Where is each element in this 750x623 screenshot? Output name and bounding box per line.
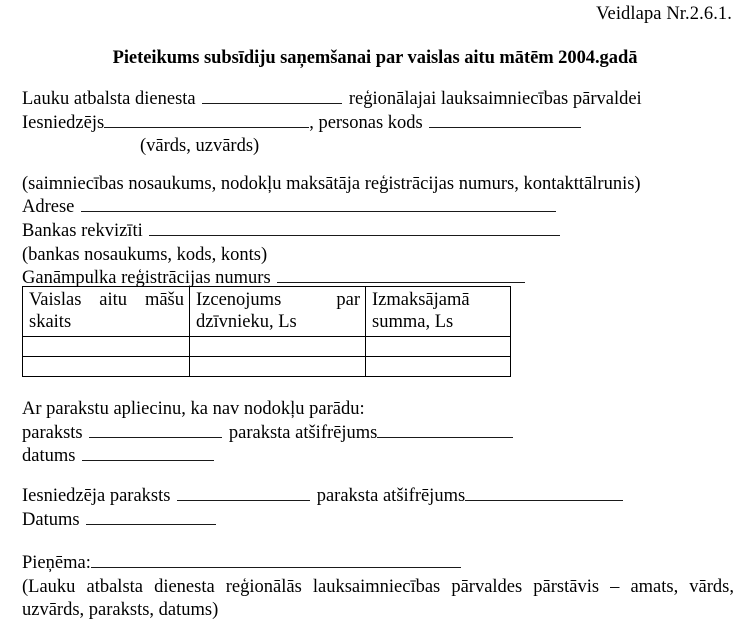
bank-label: Bankas rekvizīti — [22, 221, 143, 242]
page-title: Pieteikums subsīdiju saņemšanai par vaislas aitu mātēm 2004.gadā — [112, 48, 638, 68]
table-header-cell-count — [23, 287, 190, 337]
declaration-transcript-label: paraksta atšifrējums — [228, 422, 378, 443]
table-row — [23, 337, 511, 357]
submitter-date-label: Datums — [22, 509, 80, 530]
declaration-transcript-blank-field[interactable] — [377, 422, 513, 438]
declaration-signature-line — [22, 422, 728, 446]
table-header-cell-price — [190, 287, 366, 337]
table-cell-count[interactable] — [23, 337, 190, 357]
submitter-signature-line — [22, 485, 728, 509]
table-header-sum-line2: summa, Ls — [372, 312, 454, 332]
payment-table-wrapper — [22, 286, 474, 377]
submitter-transcript-label: paraksta atšifrējums — [316, 486, 466, 507]
declaration-section — [22, 398, 728, 469]
table-header-price-line2: dzīvnieku, Ls — [196, 312, 297, 332]
receiver-note: (Lauku atbalsta dienesta reģionālās lauksaimniecības pārvaldes pārstāvis – amats, vārds, uzvārds, paraksts, datums) — [22, 576, 734, 621]
received-label: Pieņēma: — [22, 553, 91, 574]
submitter-transcript-blank-field[interactable] — [465, 485, 623, 501]
declaration-signature-label: paraksts — [22, 422, 83, 443]
table-row — [23, 357, 511, 377]
authority-prefix-label: Lauku atbalsta dienesta — [22, 89, 196, 110]
declaration-date-label: datums — [22, 446, 76, 467]
table-header-cell-sum — [366, 287, 511, 337]
table-header-sum-line1: Izmaksājamā — [372, 290, 470, 310]
herd-blank-field[interactable] — [277, 267, 525, 283]
farm-hint: (saimniecības nosaukums, nodokļu maksātāja reģistrācijas numurs, kontakttālrunis) — [22, 173, 641, 194]
submitter-date-line — [22, 509, 728, 533]
address-blank-field[interactable] — [81, 196, 556, 212]
table-header-row — [23, 287, 511, 337]
submitter-name-blank-field[interactable] — [104, 112, 309, 128]
spacer — [22, 159, 728, 173]
declaration-statement: Ar parakstu apliecinu, ka nav nodokļu parādu: — [22, 399, 365, 419]
person-code-blank-field[interactable] — [429, 112, 581, 128]
declaration-signature-blank-field[interactable] — [89, 422, 222, 438]
address-label: Adrese — [22, 197, 75, 218]
declaration-date-blank-field[interactable] — [82, 445, 214, 461]
authority-line — [22, 88, 728, 112]
name-hint: (vārds, uzvārds) — [140, 136, 260, 157]
received-blank-field[interactable] — [91, 552, 461, 568]
received-line — [22, 552, 736, 576]
applicant-section — [22, 88, 728, 291]
form-number: Veidlapa Nr.2.6.1. — [596, 4, 732, 24]
submitter-label: Iesniedzējs — [22, 112, 105, 133]
receiver-section — [22, 552, 736, 623]
table-cell-count[interactable] — [23, 357, 190, 377]
table-cell-price[interactable] — [190, 337, 366, 357]
submitter-line — [22, 112, 728, 136]
submitter-signature-label: Iesniedzēja paraksts — [22, 486, 171, 507]
bank-hint: (bankas nosaukums, kods, konts) — [22, 244, 268, 265]
table-header-count-line1: Vaislas aitu māšu — [29, 290, 184, 310]
table-cell-sum[interactable] — [366, 357, 511, 377]
table-header-count-line2: skaits — [29, 312, 72, 332]
declaration-date-line — [22, 445, 728, 469]
submitter-signature-section — [22, 485, 728, 532]
address-line — [22, 196, 728, 220]
herd-label: Ganāmpulka reģistrācijas numurs — [22, 268, 271, 289]
bank-blank-field[interactable] — [149, 220, 560, 236]
table-cell-sum[interactable] — [366, 337, 511, 357]
table-cell-price[interactable] — [190, 357, 366, 377]
authority-blank-field[interactable] — [202, 88, 342, 104]
payment-table — [22, 286, 511, 377]
submitter-date-blank-field[interactable] — [86, 509, 216, 525]
person-code-label: , personas kods — [309, 112, 423, 133]
submitter-signature-blank-field[interactable] — [177, 485, 310, 501]
table-header-price-line1: Izcenojums par — [196, 290, 360, 310]
bank-line — [22, 220, 728, 244]
authority-suffix-label: reģionālajai lauksaimniecības pārvaldei — [348, 89, 642, 110]
